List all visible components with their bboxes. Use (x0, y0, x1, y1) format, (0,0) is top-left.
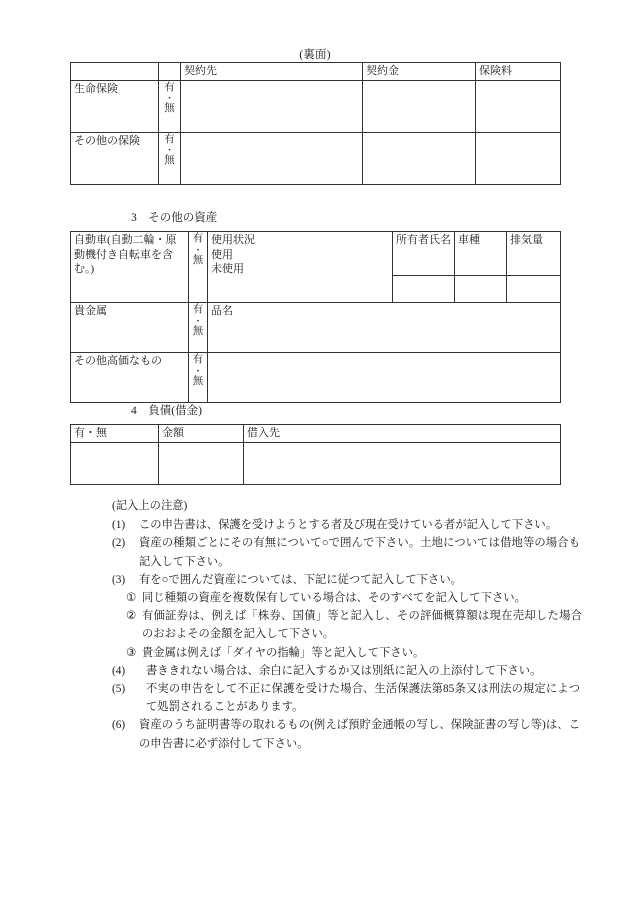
no-mark[interactable]: 無 (192, 375, 204, 387)
asset-model-input[interactable] (455, 276, 507, 303)
note-marker: ② (126, 610, 137, 623)
note-marker: (4) (112, 664, 126, 677)
other-assets-table (70, 231, 561, 403)
notes-title: (記入上の注意) (112, 500, 188, 512)
note-item (112, 607, 582, 643)
insurance-header-premium: 保険料 (476, 63, 561, 81)
debt-header-yesno: 有・無 (71, 425, 159, 443)
yes-mark[interactable]: 有 (192, 304, 204, 315)
asset-label-vehicle: 自動車(自動二輪・原動機付き自転車を含む。) (71, 232, 189, 303)
separator-dot: ・ (164, 145, 174, 155)
debt-lender-input[interactable] (244, 442, 561, 484)
insurance-premium-input-life[interactable] (476, 80, 561, 132)
asset-metals-detail-cell[interactable]: 品名 (208, 303, 561, 353)
debt-header-lender: 借入先 (244, 425, 561, 443)
yes-mark[interactable]: 有 (192, 233, 204, 244)
note-marker: (1) (112, 519, 126, 532)
debt-amount-input[interactable] (159, 442, 244, 484)
note-item (112, 680, 582, 716)
insurance-header-row (71, 63, 561, 81)
note-text: 貴金属は例えば「ダイヤの指輪」等と記入して下さい。 (142, 646, 425, 659)
note-text: 資産のうち証明書等の取れるもの(例えば預貯金通帳の写し、保険証書の写し等)は、この申告書に必ず添付して下さい。 (139, 719, 580, 750)
asset-usage-status-cell[interactable] (208, 232, 393, 303)
asset-header-model: 車種 (455, 232, 507, 276)
insurance-row-label-other: その他の保険 (71, 132, 159, 184)
note-item (112, 662, 582, 680)
insurance-amount-input-other[interactable] (363, 132, 476, 184)
note-item (112, 716, 582, 752)
insurance-header-blank-1 (71, 63, 159, 81)
note-text: 不実の申告をして不正に保護を受けた場合、生活保護法第85条又は刑法の規定によつて処罰されることがあります。 (146, 683, 580, 714)
sheet-side-label: (裏面) (299, 49, 331, 61)
note-text: 資産の種類ごとにその有無について○で囲んで下さい。土地については借地等の場合も記入して下さい。 (139, 537, 580, 568)
note-text: 有を○で囲んだ資産については、下記に従つて記入して下さい。 (139, 573, 462, 586)
note-item (112, 534, 582, 570)
notes-list (112, 516, 582, 753)
assets-section-caption: 3 その他の資産 (131, 212, 218, 224)
usage-option-unused[interactable]: 未使用 (211, 263, 244, 275)
note-text: 書ききれない場合は、余白に記入するか又は別紙に記入の上添付して下さい。 (146, 664, 542, 677)
note-item (112, 571, 582, 589)
table-row (71, 303, 561, 353)
asset-yesno-other-valuables[interactable] (189, 353, 208, 403)
insurance-row-label-life: 生命保険 (71, 80, 159, 132)
table-row (71, 353, 561, 403)
asset-displacement-input[interactable] (507, 276, 561, 303)
separator-dot: ・ (193, 244, 203, 255)
usage-status-label: 使用状況 (211, 234, 255, 246)
note-text: 有価証券は、例えば「株券、国債」等と記入し、その評価概算額は現在売却した場合のおおよその金額を記入して下さい。 (142, 610, 582, 641)
insurance-header-blank-2 (159, 63, 181, 81)
insurance-premium-input-other[interactable] (476, 132, 561, 184)
note-item (112, 589, 582, 607)
table-row (71, 132, 561, 184)
no-mark[interactable]: 無 (164, 103, 175, 114)
note-item (112, 644, 582, 662)
table-row (71, 232, 561, 276)
yes-mark[interactable]: 有 (164, 81, 175, 93)
note-text: この申告書は、保護を受けようとする者及び現在受けている者が記入して下さい。 (139, 519, 557, 532)
insurance-header-contract: 契約先 (181, 63, 363, 81)
no-mark[interactable]: 無 (164, 155, 175, 166)
no-mark[interactable]: 無 (192, 325, 204, 337)
notes-section (112, 497, 582, 753)
note-marker: (6) (112, 719, 126, 732)
asset-label-other-valuables: その他高価なもの (71, 353, 189, 403)
debt-yesno-input[interactable] (71, 442, 159, 484)
insurance-table (70, 62, 561, 185)
note-marker: (2) (112, 537, 126, 550)
asset-yesno-vehicle[interactable] (189, 232, 208, 303)
note-marker: (5) (112, 683, 126, 696)
insurance-header-amount: 契約金 (363, 63, 476, 81)
insurance-amount-input-life[interactable] (363, 80, 476, 132)
insurance-contract-input-other[interactable] (181, 132, 363, 184)
note-marker: ③ (126, 646, 137, 659)
insurance-contract-input-life[interactable] (181, 80, 363, 132)
no-mark[interactable]: 無 (192, 254, 204, 266)
asset-label-metals: 貴金属 (71, 303, 189, 353)
debt-table (70, 424, 561, 485)
table-row (71, 80, 561, 132)
debt-header-row (71, 425, 561, 443)
separator-dot: ・ (193, 365, 203, 376)
asset-header-displacement: 排気量 (507, 232, 561, 276)
separator-dot: ・ (193, 315, 203, 326)
yes-mark[interactable]: 有 (192, 354, 204, 365)
note-text: 同じ種類の資産を複数保有している場合は、そのすべてを記入して下さい。 (142, 592, 526, 605)
asset-header-owner: 所有者氏名 (393, 232, 455, 276)
note-marker: ① (126, 592, 137, 605)
asset-yesno-metals[interactable] (189, 303, 208, 353)
asset-other-valuables-detail-cell[interactable] (208, 353, 561, 403)
asset-owner-input[interactable] (393, 276, 455, 303)
note-marker: (3) (112, 573, 126, 586)
note-item (112, 516, 582, 534)
debt-section-caption: 4 負債(借金) (131, 405, 202, 417)
table-row (71, 442, 561, 484)
yes-mark[interactable]: 有 (164, 133, 175, 145)
debt-header-amount: 金額 (159, 425, 244, 443)
usage-option-used[interactable]: 使用 (211, 248, 233, 261)
insurance-yesno-life[interactable] (159, 80, 181, 132)
insurance-yesno-other[interactable] (159, 132, 181, 184)
separator-dot: ・ (164, 93, 174, 103)
